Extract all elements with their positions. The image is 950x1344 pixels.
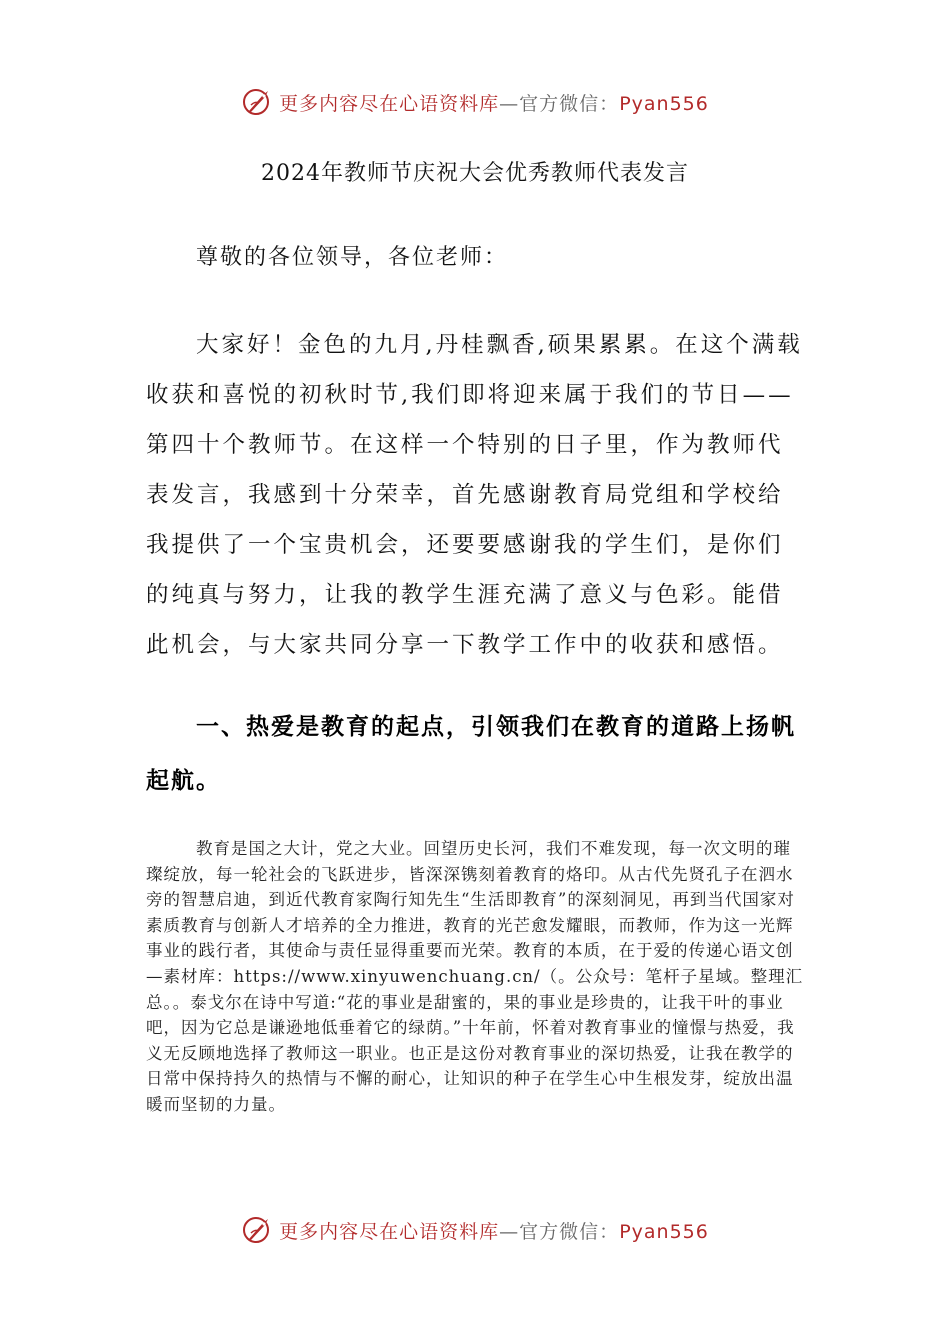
document-title: 2024年教师节庆祝大会优秀教师代表发言	[261, 161, 689, 186]
banner-official-label: 官方微信：	[519, 1220, 620, 1243]
section-heading-1: 一、热爱是教育的起点，引领我们在教育的道路上扬帆起航。	[146, 714, 796, 794]
banner-wechat-id: Pyan556	[619, 1220, 709, 1243]
banner-dash: —	[499, 92, 520, 115]
header-banner	[0, 82, 950, 122]
banner-main-text: 更多内容尽在心语资料库	[279, 1220, 500, 1243]
banner-text	[279, 89, 709, 116]
footer-banner	[0, 1210, 950, 1250]
salutation: 尊敬的各位领导，各位老师：	[196, 245, 509, 270]
banner-dash: —	[499, 1220, 520, 1243]
paragraph-section-1: 教育是国之大计，党之大业。回望历史长河，我们不难发现，每一次文明的璀璨绽放，每一轮社会的飞跃进步，皆深深镌刻着教育的烙印。从古代先贤孔子在泗水旁的智慧启迪，到近代教育家陶行知先生“生活即教育”的深刻洞见，再到当代国家对素质教育与创新人才培养的全力推进，教育的光芒愈发耀眼，而教师，作为这一光辉事业的践行者，其使命与责任显得重要而光荣。教育的本质，在于爱的传递心语文创—素材库：https://www.xinyuwenchuang.cn/（。公众号：笔杆子星域。整理汇总。。泰戈尔在诗中写道:“花的事业是甜蜜的，果的事业是珍贵的，让我干叶的事业吧，因为它总是谦逊地低垂着它的绿荫。”十年前，怀着对教育事业的憧憬与热爱，我义无反顾地选择了教师这一职业。也正是这份对教育事业的深切热爱，让我在教学的日常中保持持久的热情与不懈的耐心，让知识的种子在学生心中生根发芽，绽放出温暖而坚韧的力量。	[146, 839, 804, 1114]
pen-logo-icon	[241, 1213, 275, 1247]
banner-main-text: 更多内容尽在心语资料库	[279, 92, 500, 115]
banner-wechat-id: Pyan556	[619, 92, 709, 115]
banner-text	[279, 1217, 709, 1244]
banner-official-label: 官方微信：	[519, 92, 620, 115]
paragraph-opening: 大家好！金色的九月,丹桂飘香,硕果累累。在这个满载收获和喜悦的初秋时节,我们即将迎来属于我们的节日——第四十个教师节。在这样一个特别的日子里，作为教师代表发言，我感到十分荣幸，首先感谢教育局党组和学校给我提供了一个宝贵机会，还要要感谢我的学生们，是你们的纯真与努力，让我的教学生涯充满了意义与色彩。能借此机会，与大家共同分享一下教学工作中的收获和感悟。	[146, 332, 803, 658]
pen-logo-icon	[241, 85, 275, 119]
